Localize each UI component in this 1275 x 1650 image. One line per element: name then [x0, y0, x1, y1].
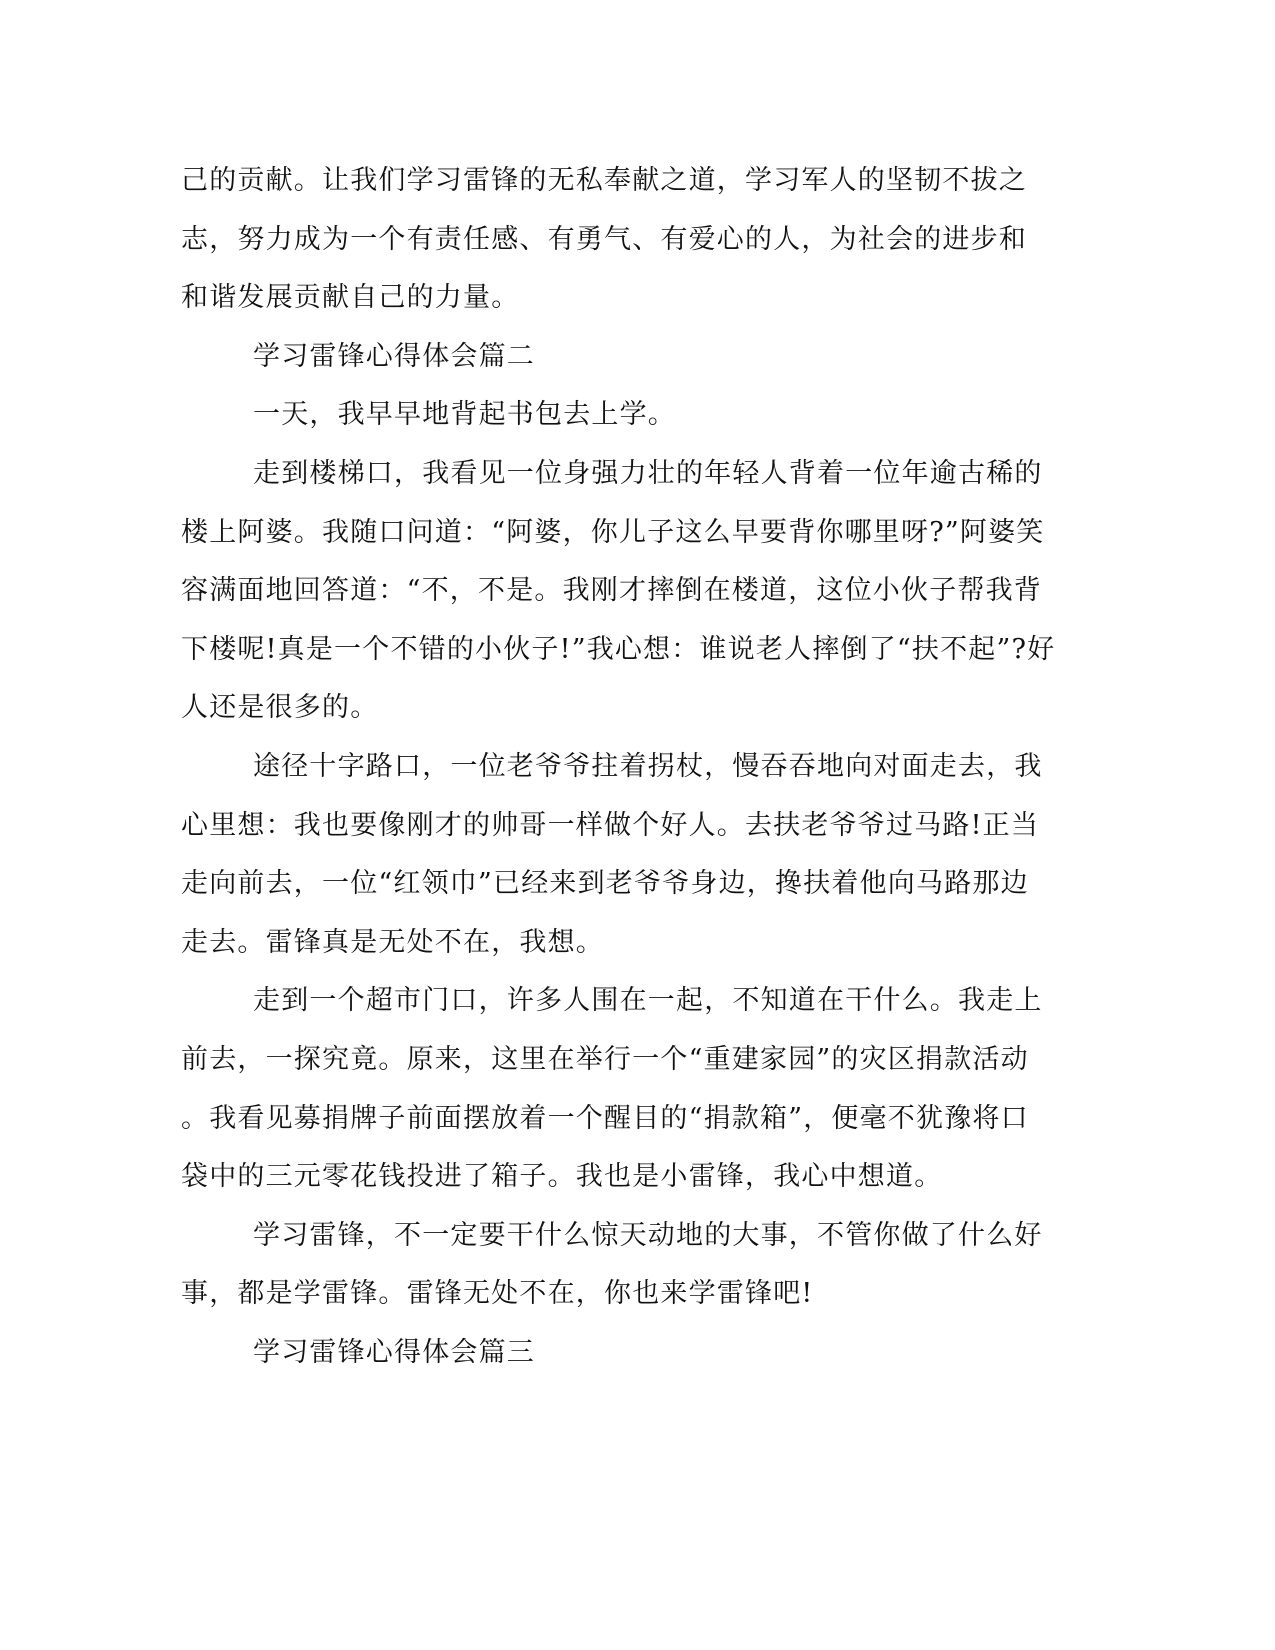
- text-line: 楼上阿婆。我随口问道：“阿婆，你儿子这么早要背你哪里呀?”阿婆笑: [181, 516, 1045, 548]
- section-heading-2: 学习雷锋心得体会篇二: [253, 340, 535, 372]
- text-line: 人还是很多的。: [181, 692, 379, 724]
- text-line: 走到一个超市门口，许多人围在一起，不知道在干什么。我走上: [253, 985, 1043, 1017]
- text-line: 和谐发展贡献自己的力量。: [181, 282, 520, 314]
- text-line: 志，努力成为一个有责任感、有勇气、有爱心的人，为社会的进步和: [181, 223, 1027, 255]
- text-line: 袋中的三元零花钱投进了箱子。我也是小雷锋，我心中想道。: [181, 1161, 943, 1193]
- text-line: 下楼呢!真是一个不错的小伙子!”我心想：谁说老人摔倒了“扶不起”?好: [181, 633, 1056, 665]
- text-line: 走到楼梯口，我看见一位身强力壮的年轻人背着一位年逾古稀的: [253, 457, 1043, 489]
- text-line: 走去。雷锋真是无处不在，我想。: [181, 926, 604, 958]
- text-line: 。我看见募捐牌子前面摆放着一个醒目的“捐款箱”，便毫不犹豫将口: [181, 1102, 1029, 1134]
- section-heading-3: 学习雷锋心得体会篇三: [253, 1336, 535, 1368]
- text-line: 前去，一探究竟。原来，这里在举行一个“重建家园”的灾区捐款活动: [181, 1043, 1029, 1075]
- document-body: [181, 152, 1056, 1382]
- text-line: 学习雷锋，不一定要干什么惊天动地的大事，不管你做了什么好: [253, 1219, 1043, 1251]
- text-line: 一天，我早早地背起书包去上学。: [253, 399, 676, 431]
- text-line: 走向前去，一位“红领巾”已经来到老爷爷身边，搀扶着他向马路那边: [181, 868, 1029, 900]
- text-line: 己的贡献。让我们学习雷锋的无私奉献之道，学习军人的坚韧不拔之: [181, 165, 1027, 196]
- text-line: 途径十字路口，一位老爷爷拄着拐杖，慢吞吞地向对面走去，我: [253, 750, 1043, 782]
- text-line: 容满面地回答道：“不，不是。我刚才摔倒在楼道，这位小伙子帮我背: [181, 575, 1043, 607]
- text-line: 事，都是学雷锋。雷锋无处不在，你也来学雷锋吧!: [181, 1278, 814, 1310]
- text-line: 心里想：我也要像刚才的帅哥一样做个好人。去扶老爷爷过马路!正当: [181, 809, 1040, 841]
